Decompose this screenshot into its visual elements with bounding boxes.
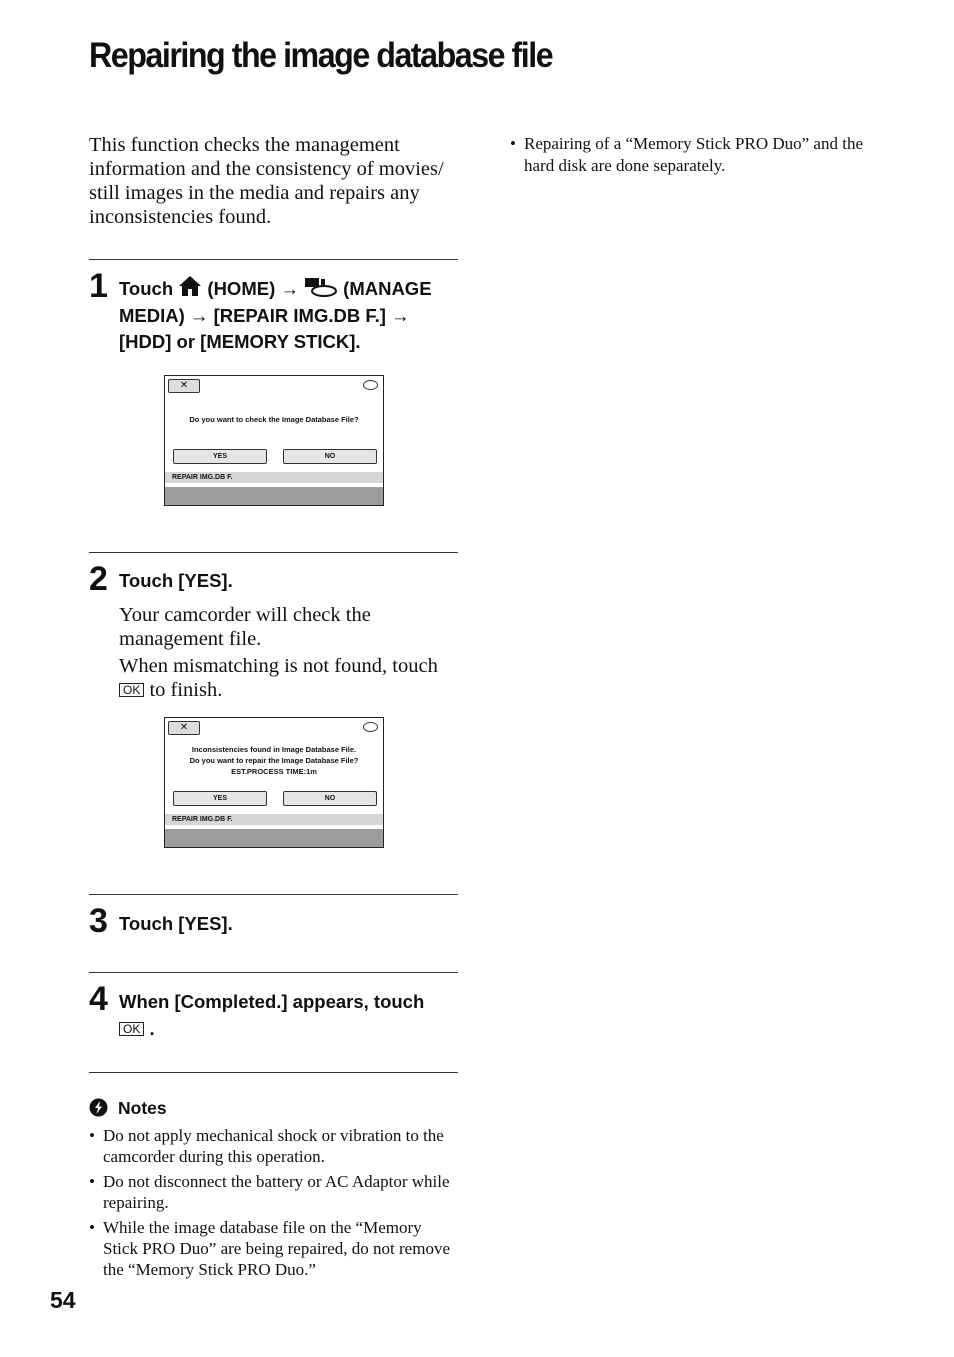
screen-footer-label: REPAIR IMG.DB F.: [165, 814, 383, 825]
step-2-body: [119, 603, 459, 702]
screen-message: EST.PROCESS TIME:1m: [231, 767, 317, 776]
list-item-text: Repairing of a “Memory Stick PRO Duo” and the hard disk are done separately.: [524, 134, 863, 175]
screen-message: Do you want to repair the Image Database File?: [189, 756, 359, 765]
disc-icon: [363, 380, 378, 390]
step-4-text: When [Completed.] appears, touch: [119, 991, 425, 1012]
step-2-paragraph: Your camcorder will check the management file.: [119, 604, 371, 650]
step-2-text: to finish.: [149, 679, 223, 701]
screen-message: Inconsistencies found in Image Database File.: [191, 745, 357, 754]
bullet: •: [89, 1126, 95, 1145]
screen-message: Do you want to check the Image Database File?: [189, 415, 359, 424]
step-number: 1: [89, 267, 108, 305]
notes-heading: Notes: [118, 1098, 167, 1118]
arrow-icon: →: [391, 304, 410, 326]
list-item: [510, 133, 880, 176]
step-1-text: Touch: [119, 278, 174, 299]
lcd-screen-confirm-check: [164, 375, 384, 506]
divider: [89, 552, 458, 553]
bullet: •: [89, 1218, 95, 1237]
step-2-paragraph: [119, 654, 459, 702]
divider: [89, 1072, 458, 1073]
ok-button-symbol: OK: [119, 1022, 144, 1036]
step-1-text: MEDIA): [119, 304, 185, 326]
step-3-instruction: Touch [YES].: [119, 913, 233, 934]
step-1-text: (MANAGE: [343, 278, 432, 299]
divider: [89, 894, 458, 895]
close-icon[interactable]: ✕: [168, 379, 200, 393]
intro-paragraph: This function checks the management information and the consistency of movies/ still images in the media and repairs any inconsistencies found.: [89, 134, 444, 228]
bullet: •: [510, 134, 516, 153]
list-item-text: Do not disconnect the battery or AC Adaptor while repairing.: [103, 1172, 450, 1212]
divider: [89, 972, 458, 973]
list-item-text: Do not apply mechanical shock or vibration to the camcorder during this operation.: [103, 1126, 444, 1166]
screen-bottom-bar: [165, 829, 383, 847]
ok-button-symbol: OK: [119, 683, 144, 697]
yes-button[interactable]: YES: [173, 791, 267, 806]
page-number: 54: [50, 1287, 76, 1313]
step-2-instruction: Touch [YES].: [119, 570, 233, 591]
home-icon: [178, 275, 202, 297]
arrow-icon: →: [280, 278, 299, 299]
notes-header: [89, 1098, 167, 1119]
divider: [89, 259, 458, 260]
arrow-icon: →: [189, 304, 209, 326]
notes-list: [89, 1125, 459, 1284]
step-number: 4: [89, 980, 108, 1018]
step-4-instruction: [119, 989, 424, 1042]
list-item: [89, 1171, 459, 1213]
yes-button[interactable]: YES: [173, 449, 267, 464]
notes-icon: [89, 1098, 108, 1117]
bullet: •: [89, 1172, 95, 1191]
lcd-screen-confirm-repair: [164, 717, 384, 848]
step-4-end: .: [149, 1017, 155, 1039]
step-2-text: When mismatching is not found, touch: [119, 655, 438, 677]
right-column-note: [510, 133, 880, 176]
list-item: [89, 1217, 459, 1280]
no-button[interactable]: NO: [283, 449, 377, 464]
step-1-text: [HDD] or [MEMORY STICK].: [119, 331, 361, 352]
disc-icon: [363, 722, 378, 732]
step-1-text: [REPAIR IMG.DB F.]: [213, 304, 386, 326]
list-item: [89, 1125, 459, 1167]
screen-bottom-bar: [165, 487, 383, 505]
step-1-text: (HOME): [207, 278, 276, 299]
step-number: 2: [89, 560, 108, 598]
step-1-instruction: [119, 275, 432, 356]
manage-media-icon: [304, 276, 338, 298]
no-button[interactable]: NO: [283, 791, 377, 806]
list-item-text: While the image database file on the “Memory Stick PRO Duo” are being repaired, do not remove the “Memory Stick PRO Duo.”: [103, 1218, 450, 1279]
screen-footer-label: REPAIR IMG.DB F.: [165, 472, 383, 483]
close-icon[interactable]: ✕: [168, 721, 200, 735]
step-number: 3: [89, 902, 108, 940]
page-title: Repairing the image database file: [89, 36, 553, 75]
